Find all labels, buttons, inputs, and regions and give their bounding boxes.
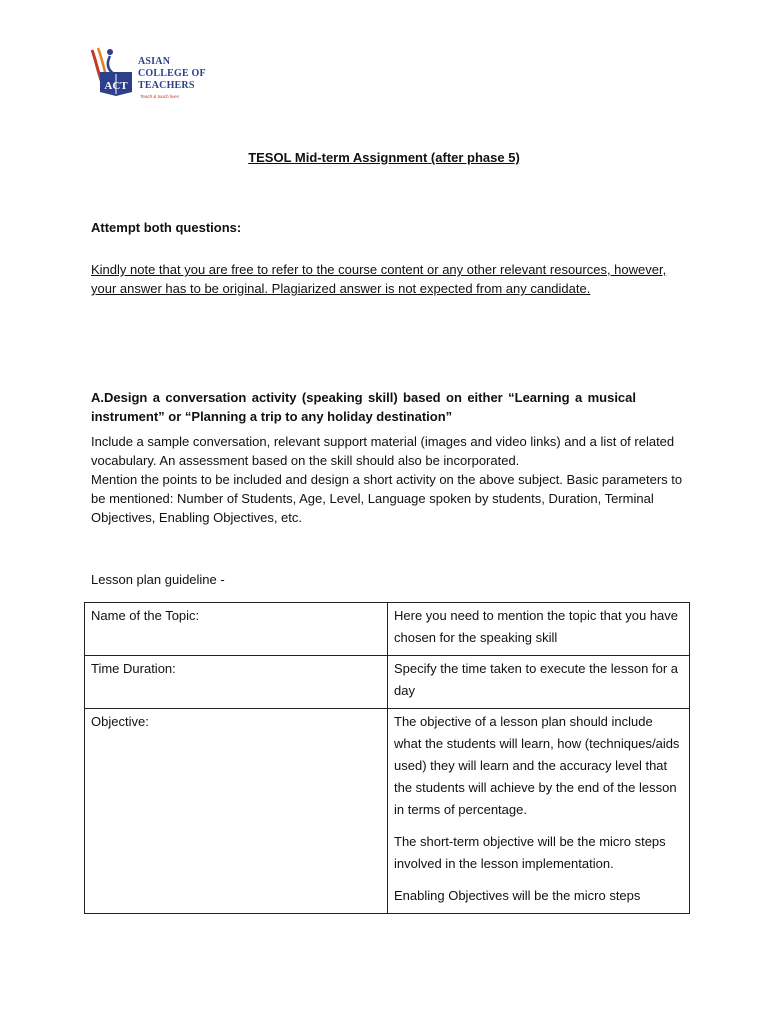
cell-paragraph: Enabling Objectives will be the micro steps — [394, 888, 641, 903]
instruction-heading: Attempt both questions: — [91, 220, 242, 235]
cell-paragraph: Here you need to mention the topic that you have chosen for the speaking skill — [394, 608, 679, 645]
table-cell-description — [388, 709, 690, 914]
question-a-heading: A.Design a conversation activity (speaking skill) based on either “Learning a musical instrument” or “Planning a trip to any holiday destination” — [91, 390, 636, 424]
logo-tagline: Teach & touch lives — [140, 94, 179, 99]
act-logo — [88, 44, 228, 108]
table-row — [85, 656, 690, 709]
logo-emblem-icon — [88, 44, 140, 104]
document-title: TESOL Mid-term Assignment (after phase 5) — [248, 150, 520, 165]
table-cell-label: Objective: — [85, 709, 388, 914]
question-a-paragraph-2: Mention the points to be included and design a short activity on the above subject. Basic parameters to be mentioned: Number of Students, Age, Level, Language spoken by students, Duration, Terminal Objectives, Enabling Objectives, etc. — [91, 472, 683, 525]
lesson-plan-guideline-label: Lesson plan guideline - — [91, 572, 225, 587]
table-cell-label: Name of the Topic: — [85, 603, 388, 656]
svg-text:ACT: ACT — [104, 80, 128, 92]
originality-note: Kindly note that you are free to refer to the course content or any other relevant resources, however, your answer has to be original. Plagiarized answer is not expected from any candidate. — [91, 262, 667, 296]
table-cell-description — [388, 656, 690, 709]
table-row — [85, 603, 690, 656]
table-row — [85, 709, 690, 914]
logo-text-line1: ASIAN — [138, 56, 171, 67]
cell-paragraph: The objective of a lesson plan should include what the students will learn, how (techniques/aids used) they will learn and the accuracy level that the students will achieve by the end of the lesson in terms of percentage. — [394, 714, 680, 817]
cell-paragraph: The short-term objective will be the micro steps involved in the lesson implementation. — [394, 834, 666, 871]
question-a-body — [91, 432, 691, 527]
logo-text-line2: COLLEGE OF — [138, 68, 206, 79]
cell-paragraph: Specify the time taken to execute the lesson for a day — [394, 661, 678, 698]
lesson-plan-table — [84, 602, 690, 914]
table-cell-description — [388, 603, 690, 656]
question-a-paragraph-1: Include a sample conversation, relevant support material (images and video links) and a list of related vocabulary. An assessment based on the skill should also be incorporated. — [91, 434, 675, 468]
logo-text-line3: TEACHERS — [138, 80, 195, 91]
table-cell-label: Time Duration: — [85, 656, 388, 709]
